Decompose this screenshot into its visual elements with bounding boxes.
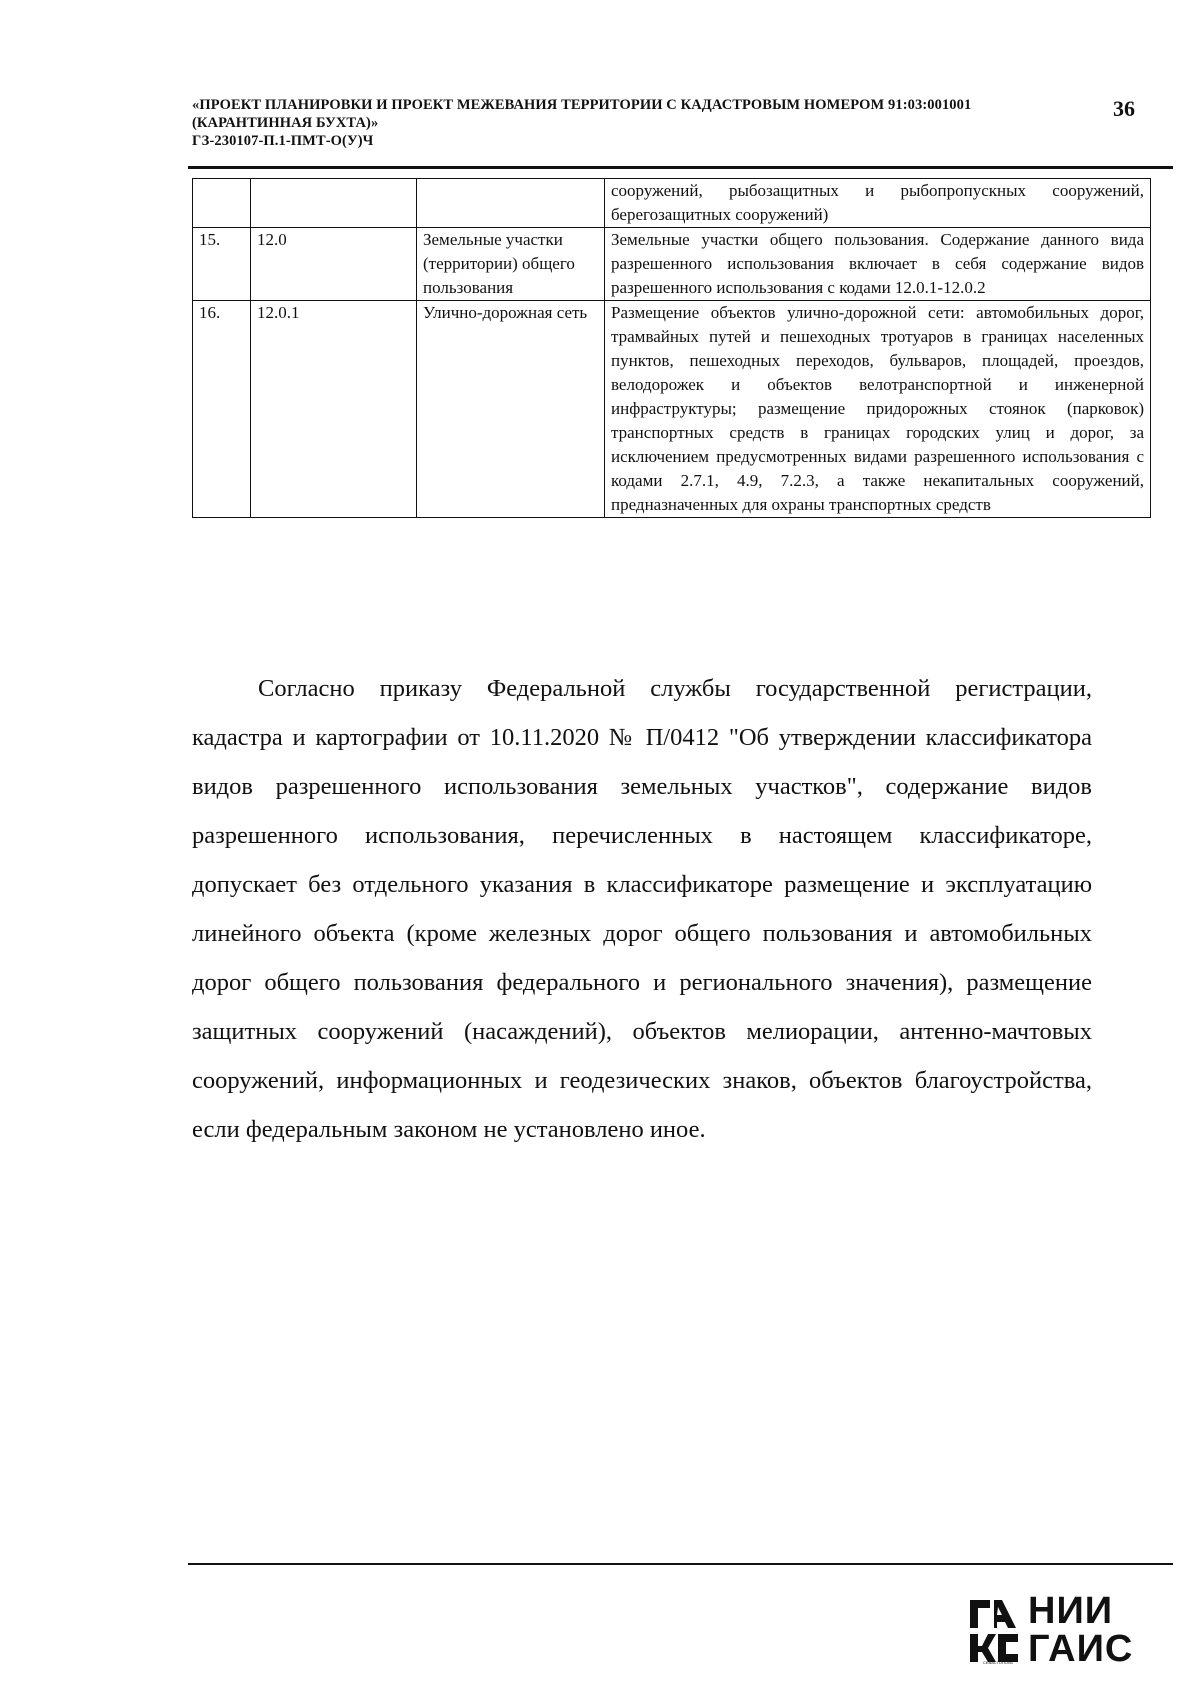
table-row xyxy=(193,179,1151,228)
row-description: Размещение объектов улично-дорожной сети: автомобильных дорог, трамвайных путей и пешеходных тротуаров в границах населенных пунктов, пешеходных переходов, бульваров, площадей, проездов, велодорожек и объектов велотранспортной и инженерной инфраструктуры; размещение придорожных стоянок (парковок) транспортных средств в границах городских улиц и дорог, за исключением предусмотренных видами разрешенного использования с кодами 2.7.1, 4.9, 7.2.3, а также некапитальных сооружений, предназначенных для охраны транспортных средств xyxy=(605,301,1151,518)
company-logo xyxy=(968,1592,1148,1670)
document-header xyxy=(192,96,1092,150)
row-number: 16. xyxy=(193,301,251,518)
body-paragraph: Согласно приказу Федеральной службы государственной регистрации, кадастра и картографии от 10.11.2020 № П/0412 "Об утверждении классификатора видов разрешенного использования земельных участков", содержание видов разрешенного использования, перечисленных в настоящем классификаторе, допускает без отдельного указания в классификаторе размещение и эксплуатацию линейного объекта (кроме железных дорог общего пользования и автомобильных дорог общего пользования федерального и регионального значения), размещение защитных сооружений (насаждений), объектов мелиорации, антенно-мачтовых сооружений, информационных и геодезических знаков, объектов благоустройства, если федеральным законом не установлено иное. xyxy=(192,675,1092,1143)
logo-text xyxy=(1028,1592,1133,1668)
header-title-line1: «ПРОЕКТ ПЛАНИРОВКИ И ПРОЕКТ МЕЖЕВАНИЯ ТЕРРИТОРИИ С КАДАСТРОВЫМ НОМЕРОМ 91:03:001001 xyxy=(192,97,972,113)
row-description: сооружений, рыбозащитных и рыбопропускных сооружений, берегозащитных сооружений) xyxy=(605,179,1151,228)
row-code: 12.0 xyxy=(251,228,417,301)
row-name xyxy=(417,179,605,228)
page-number: 36 xyxy=(1113,96,1135,121)
row-description: Земельные участки общего пользования. Содержание данного вида разрешенного использования включает в себя содержание видов разрешенного использования с кодами 12.0.1-12.0.2 xyxy=(605,228,1151,301)
logo-caption: СЕВАСТОПОЛЬ xyxy=(983,1660,1013,1665)
logo-line-nii: НИИ xyxy=(1028,1590,1114,1632)
row-code: 12.0.1 xyxy=(251,301,417,518)
land-use-table xyxy=(192,178,1151,518)
logo-line-gais: ГАИС xyxy=(1028,1628,1134,1670)
table-row xyxy=(193,228,1151,301)
header-title-line2: (КАРАНТИННАЯ БУХТА)» xyxy=(192,115,379,131)
row-name: Улично-дорожная сеть xyxy=(417,301,605,518)
body-text xyxy=(192,664,1092,1154)
row-code xyxy=(251,179,417,228)
row-number: 15. xyxy=(193,228,251,301)
footer-divider xyxy=(188,1563,1173,1565)
logo-mark-icon xyxy=(968,1596,1020,1666)
header-divider xyxy=(188,166,1173,169)
row-number xyxy=(193,179,251,228)
header-document-code: ГЗ-230107-П.1-ПМТ-О(У)Ч xyxy=(192,133,374,149)
row-name: Земельные участки (территории) общего пользования xyxy=(417,228,605,301)
table-row xyxy=(193,301,1151,518)
